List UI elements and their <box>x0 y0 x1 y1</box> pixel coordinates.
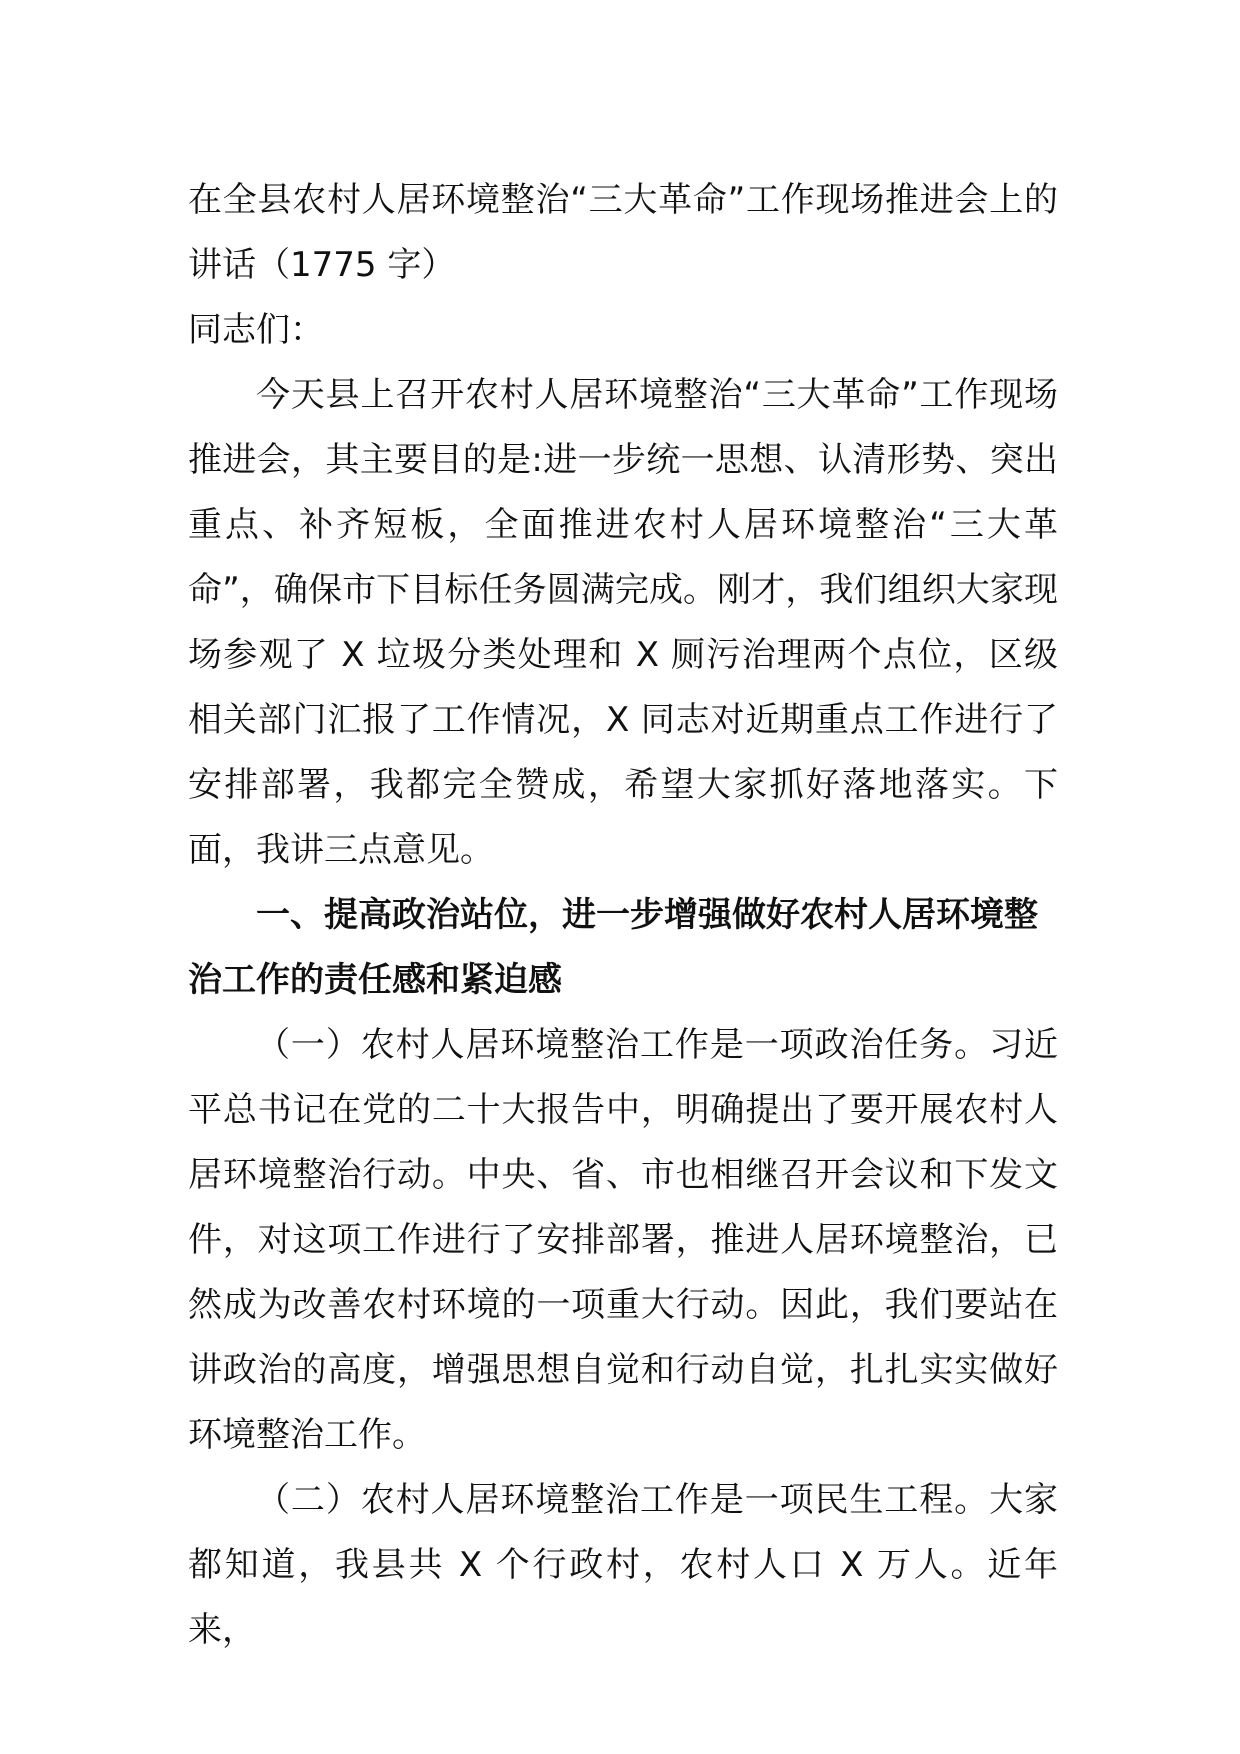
section-heading-1: 一、提高政治站位，进一步增强做好农村人居环境整治工作的责任感和紧迫感 <box>188 895 1038 1000</box>
salutation: 同志们： <box>188 310 324 350</box>
document-page <box>188 168 1058 1663</box>
sub-paragraph-2: （二）农村人居环境整治工作是一项民生工程。大家都知道，我县共 X 个行政村，农村人口 X 万人。近年来， <box>188 1480 1058 1650</box>
document-title: 在全县农村人居环境整治“三大革命”工作现场推进会上的讲话（1775 字） <box>188 180 1058 285</box>
sub-paragraph-1: （一）农村人居环境整治工作是一项政治任务。习近平总书记在党的二十大报告中，明确提出了要开展农村人居环境整治行动。中央、省、市也相继召开会议和下发文件，对这项工作进行了安排部署，推进人居环境整治，已然成为改善农村环境的一项重大行动。因此，我们要站在讲政治的高度，增强思想自觉和行动自觉，扎扎实实做好环境整治工作。 <box>188 1025 1058 1455</box>
intro-paragraph: 今天县上召开农村人居环境整治“三大革命”工作现场推进会，其主要目的是:进一步统一思想、认清形势、突出重点、补齐短板，全面推进农村人居环境整治“三大革命”，确保市下目标任务圆满完成。刚才，我们组织大家现场参观了 X 垃圾分类处理和 X 厕污治理两个点位，区级相关部门汇报了工作情况，X 同志对近期重点工作进行了安排部署，我都完全赞成，希望大家抓好落地落实。下面，我讲三点意见。 <box>188 375 1059 870</box>
